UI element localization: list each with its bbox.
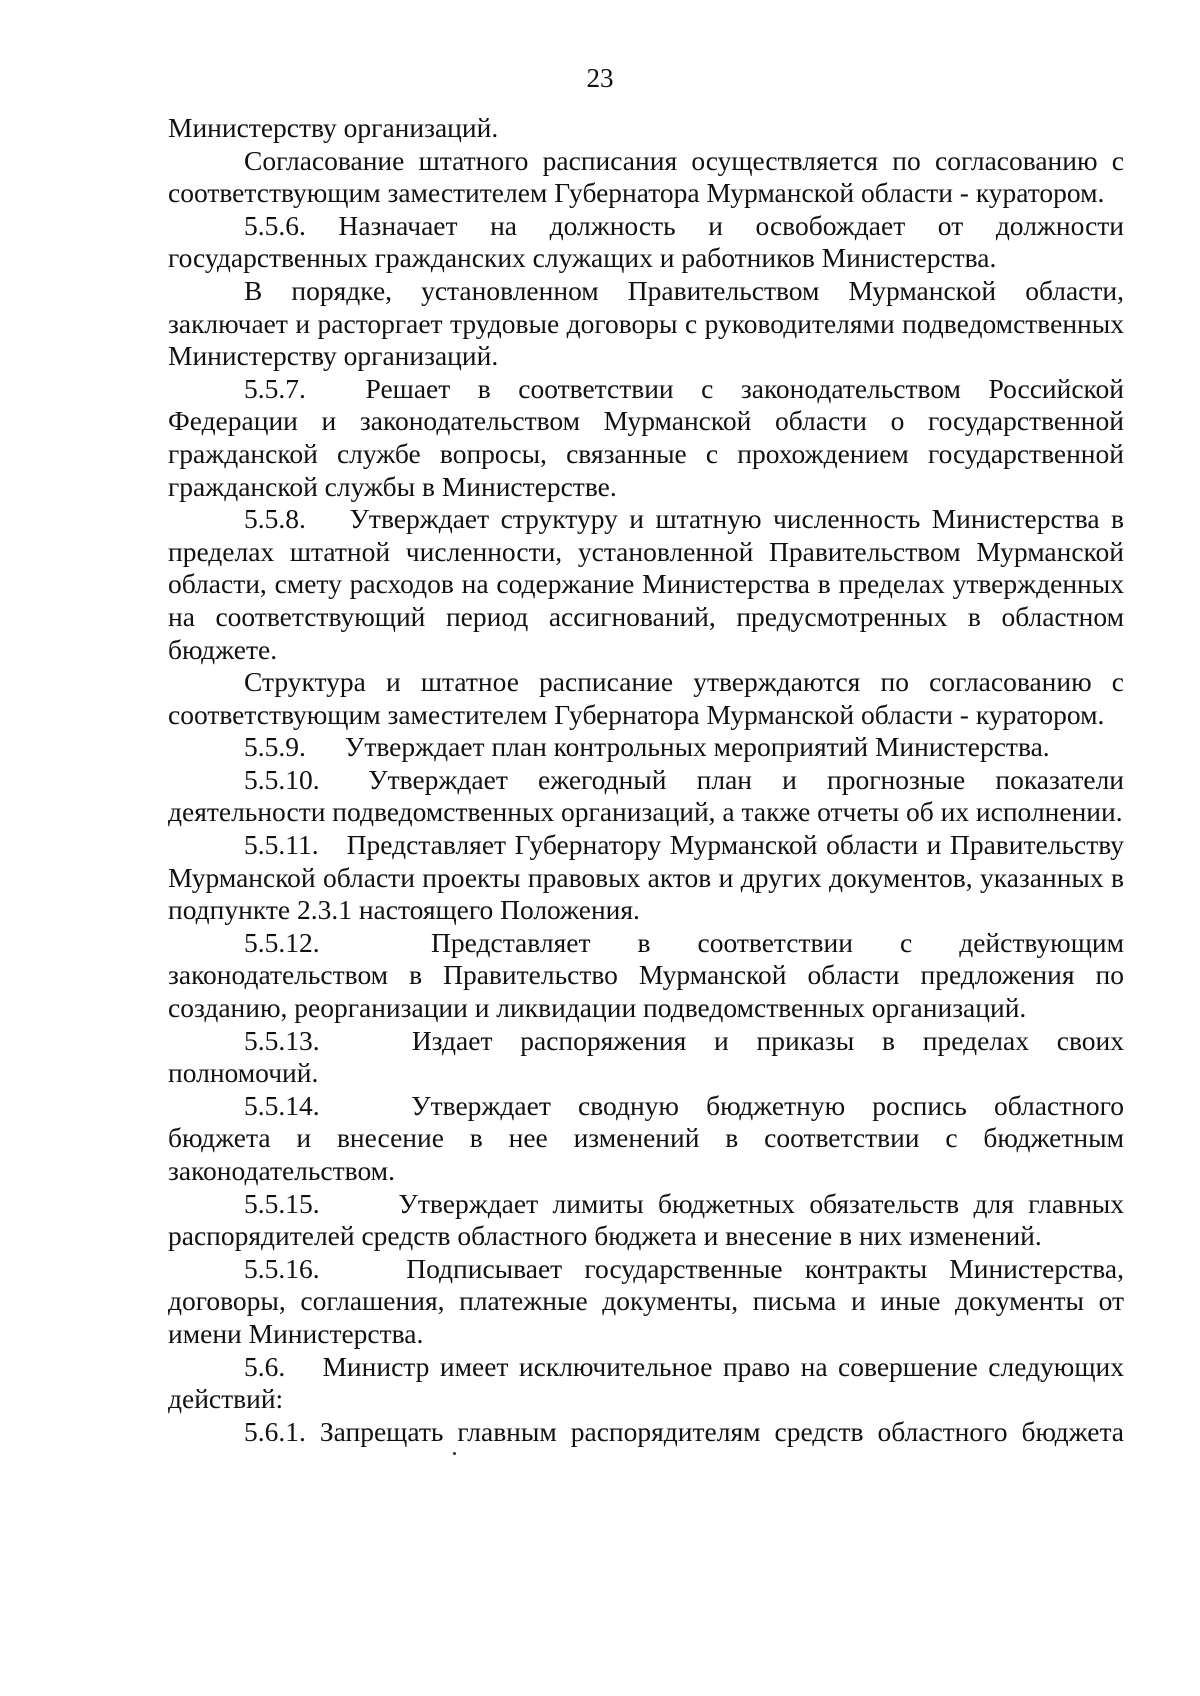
- paragraph-text: Издает распоряжения и приказы в пределах своих полномочий.: [168, 1024, 1125, 1089]
- document-body: [168, 112, 1124, 1448]
- paragraph-item-5-5-8: [168, 503, 1124, 666]
- paragraph-continuation: [168, 112, 1124, 145]
- paragraph-text: Представляет Губернатору Мурманской области и Правительству Мурманской области проекты правовых актов и других документов, указанных в подпункте 2.3.1 настоящего Положения.: [168, 829, 1125, 926]
- item-number: 5.5.14.: [244, 1089, 320, 1121]
- item-number: 5.5.15.: [244, 1187, 320, 1219]
- paragraph-text: В порядке, установленном Правительством Мурманской области, заключает и расторгает трудовые договоры с руководителями подведомственных Министерству организаций.: [168, 274, 1124, 372]
- paragraph-text: Согласование штатного расписания осуществляется по согласованию с соответствующим заместителем Губернатора Мурманской области - куратором.: [168, 144, 1124, 209]
- item-number: 5.5.12.: [244, 926, 320, 958]
- page-number: 23: [586, 63, 614, 93]
- paragraph-text: Утверждает план контрольных мероприятий Министерства.: [344, 731, 1050, 763]
- paragraph-text: Утверждает структуру и штатную численность Министерства в пределах штатной численности, установленной Правительством Мурманской области, смету расходов на содержание Министерства в пределах утвержденных на соответствующий период ассигнований, предусмотренных в областном бюджете.: [168, 503, 1124, 665]
- paragraph-item-5-5-16: [168, 1253, 1124, 1351]
- item-number: 5.5.10.: [244, 763, 320, 795]
- item-number: 5.5.8.: [244, 503, 306, 535]
- paragraph-text: Запрещать главным распорядителям средств областного бюджета: [319, 1415, 1125, 1447]
- item-number: 5.5.11.: [244, 829, 319, 861]
- scan-speck: [453, 1452, 456, 1455]
- paragraph-text: Утверждает сводную бюджетную роспись областного бюджета и внесение в нее изменений в соответствии с бюджетным законодательством.: [168, 1089, 1125, 1186]
- item-number: 5.5.7.: [244, 372, 306, 404]
- paragraph-text: Утверждает ежегодный план и прогнозные показатели деятельности подведомственных организаций, а также отчеты об их исполнении.: [168, 763, 1125, 828]
- paragraph-text: Представляет в соответствии с действующим законодательством в Правительство Мурманской области предложения по созданию, реорганизации и ликвидации подведомственных организаций.: [168, 926, 1124, 1024]
- paragraph-item-5-5-10: [168, 764, 1124, 829]
- paragraph-text: Решает в соответствии с законодательством Российской Федерации и законодательством Мурманской области о государственной гражданской службе вопросы, связанные с прохождением государственной гражданской службы в Министерстве.: [168, 372, 1124, 502]
- paragraph-item-5-6: [168, 1351, 1124, 1416]
- item-number: 5.5.6.: [244, 209, 306, 241]
- paragraph-item-5-5-11: [168, 829, 1124, 927]
- paragraph-text: Утверждает лимиты бюджетных обязательств для главных распорядителей средств областного бюджета и внесение в них изменений.: [168, 1187, 1125, 1252]
- paragraph-item-5-5-15: [168, 1188, 1124, 1253]
- item-number: 5.5.16.: [244, 1252, 320, 1284]
- paragraph-text: Министерству организаций.: [168, 112, 499, 143]
- paragraph-item-5-5-14: [168, 1090, 1124, 1188]
- item-number: 5.6.1.: [244, 1415, 306, 1447]
- paragraph: [168, 666, 1124, 731]
- item-number: 5.6.: [244, 1350, 286, 1382]
- paragraph: [168, 145, 1124, 210]
- paragraph-text: Подписывает государственные контракты Министерства, договоры, соглашения, платежные документы, письма и иные документы от имени Министерства.: [168, 1252, 1124, 1349]
- paragraph-item-5-5-13: [168, 1025, 1124, 1090]
- item-number: 5.5.13.: [244, 1024, 320, 1056]
- paragraph-item-5-5-12: [168, 927, 1124, 1025]
- paragraph: [168, 275, 1124, 373]
- paragraph-item-5-6-1: [168, 1416, 1124, 1449]
- paragraph-item-5-5-7: [168, 373, 1124, 503]
- paragraph-text: Министр имеет исключительное право на совершение следующих действий:: [168, 1350, 1124, 1415]
- paragraph-text: Назначает на должность и освобождает от должности государственных гражданских служащих и работников Министерства.: [168, 209, 1125, 274]
- paragraph-text: Структура и штатное расписание утверждаются по согласованию с соответствующим заместителем Губернатора Мурманской области - куратором.: [168, 666, 1124, 730]
- paragraph-item-5-5-9: [168, 731, 1124, 764]
- paragraph-item-5-5-6: [168, 210, 1124, 275]
- item-number: 5.5.9.: [244, 731, 306, 763]
